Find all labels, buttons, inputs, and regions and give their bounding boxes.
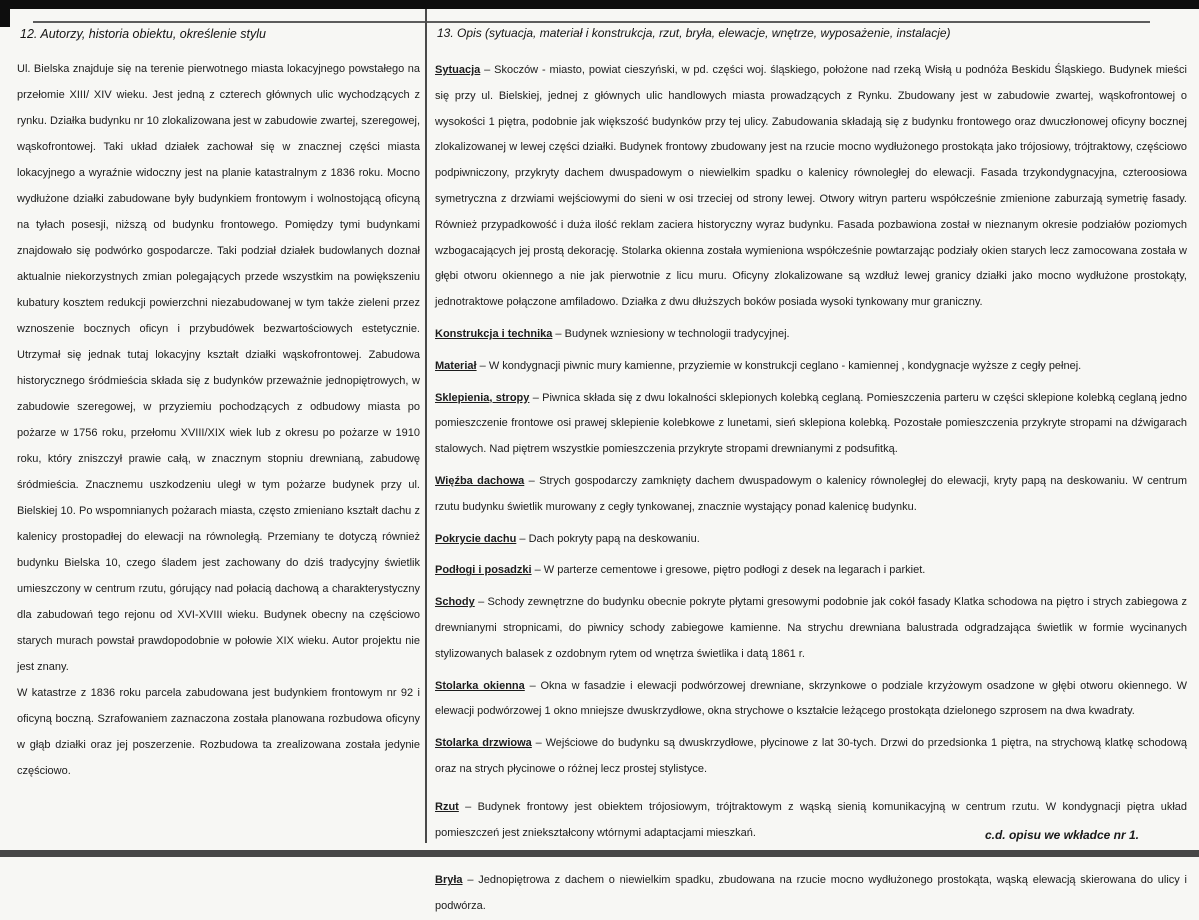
description-section xyxy=(435,558,1187,584)
section-dash: – xyxy=(458,800,478,813)
section-12-header: 12. Autorzy, historia obiektu, określenie stylu xyxy=(20,27,266,41)
section-text: Budynek frontowy jest obiektem trójosiowym, trójtraktowym z wąską sienią komunikacyjną w centrum rzutu. W kondygnacji piętra układ pomieszczeń jest zniekształcony wtórnymi adaptacjami mieszkań. xyxy=(435,800,1187,839)
continuation-note: c.d. opisu we wkładce nr 1. xyxy=(984,828,1139,842)
history-paragraph: W katastrze z 1836 roku parcela zabudowana jest budynkiem frontowym nr 92 i oficyną boczną. Szrafowaniem zaznaczona została planowana rozbudowa oficyny w głąb działki oraz jej poszerzenie. Rozbudowa ta zrealizowana została jedynie częściowo. xyxy=(17,687,420,777)
section-text: Piwnica składa się z dwu lokalności sklepionych kolebką ceglaną. Pomieszczenia parteru w części sklepione kolebką ceglaną jedno pomieszczenie frontowe osi prawej sklepienie kolebkowe z lunetami, sień sklepiona kolebką. Pozostałe pomieszczenia przykryte stropami na dźwigarach stalowych. Nad piętrem wszystkie pomieszczenia przykryte stropami drewnianymi z podsufitką. xyxy=(435,391,1188,456)
description-section xyxy=(435,868,1187,920)
description-section xyxy=(435,590,1187,667)
section-dash: – xyxy=(480,64,495,76)
description-section xyxy=(435,58,1187,316)
section-label: Więźba dachowa xyxy=(435,474,525,487)
section-text: Okna w fasadzie i elewacji podwórzowej drewniane, skrzynkowe o podziale krzyżowym osadzone w głębi otworu okiennego. W elewacji podwórzowej 1 okno mniejsze dwuskrzydłowe, okna strychowe o kształcie leżącego prostokąta dzielonego szprosem na dwa kwadraty. xyxy=(435,679,1187,718)
section-text: Jednopiętrowa z dachem o niewielkim spadku, zbudowana na rzucie mocno wydłużonego prostokąta, wąską elewacją skierowana do ulicy i podwórza. xyxy=(435,874,1187,913)
description-section xyxy=(435,469,1187,521)
history-text xyxy=(17,56,420,784)
section-dash: – xyxy=(552,327,565,340)
section-label: Sytuacja xyxy=(435,64,481,76)
section-13-header: 13. Opis (sytuacja, materiał i konstrukcja, rzut, bryła, elewacje, wnętrze, wyposażenie, instalacje) xyxy=(437,26,951,40)
section-label: Schody xyxy=(435,596,475,609)
section-text: Wejściowe do budynku są dwuskrzydłowe, płycinowe z lat 30-tych. Drzwi do przedsionka 1 piętra, na strychową klatkę schodową oraz na strych płycinowe o różnej lecz prostej stylistyce. xyxy=(435,737,1187,775)
section-text: Budynek wzniesiony w technologii tradycyjnej. xyxy=(564,327,790,340)
description-section xyxy=(435,386,1187,463)
description-section xyxy=(435,322,1187,348)
section-text: Skoczów - miasto, powiat cieszyński, w pd. części woj. śląskiego, położone nad rzeką Wisłą u podnóża Beskidu Śląskiego. Budynek mieści się przy ul. Bielskiej, jednej z głównych ulic handlowych miasta prowadzących z Rynku. Zbudowany jest w zabudowie zwartej, wąskofrontowej o wysokości 1 piętra, podobnie jak większość budynków przy tej ulicy. Zabudowania składają się z budynku frontowego oraz dwuczłonowej oficyny bocznej zlokalizowanej w lewej części działki. Budynek frontowy zbudowany jest na rzucie mocno wydłużonego prostokąta jako trójosiowy, trójtraktowy, częściowo podpiwniczony, przykryty dachem dwuspadowym o niewielkim spadku o kalenicy równoległej do elewacji. Fasada trzykondygnacyjna, czteroosiowa symetryczna z drzwiami wejściowymi do sieni w osi trzeciej od strony lewej. Otwory witryn parteru współcześnie zmienione zaburzają symetrię fasady. Również przypadkowość i duża ilość reklam zaciera historyczny wyraz budynku. Fasada pozbawiona został w nieznanym okresie podziałów poziomych wzbogacających jej prostą dekorację. Stolarka okienna została wymieniona współcześnie powtarzając podziały okien starych lecz zamocowana została w głębi otworu okiennego a nie jak pierwotnie z licu muru. Oficyny zlokalizowane są wzdłuż lewej granicy działki jako mocno wydłużone prostokąty, jednotraktowe połączone amfiladowo. Działka z dwu dłuższych boków posiada wysoki tynkowany mur graniczny. xyxy=(435,64,1187,309)
description-section xyxy=(435,354,1187,380)
section-dash: – xyxy=(524,679,541,692)
section-label: Pokrycie dachu xyxy=(435,532,517,545)
section-dash: – xyxy=(476,359,489,372)
section-dash: – xyxy=(531,564,544,577)
section-label: Podłogi i posadzki xyxy=(435,564,532,577)
section-label: Materiał xyxy=(435,359,477,372)
description-section xyxy=(435,674,1187,726)
section-label: Stolarka okienna xyxy=(435,679,525,692)
section-dash: – xyxy=(516,532,529,545)
section-text: Schody zewnętrzne do budynku obecnie pokryte płytami gresowymi podobnie jak cokół fasady Klatka schodowa na piętro i strych zabiegowa z drewnianymi stropnicami, do piwnicy schody zabiegowe kamienne. Na strychu drewniana balustrada odgradzająca świetlik w formie wycinanych stylizowanych balasek z ozdobnym rytem od wnętrza świetlika i datą 1861 r. xyxy=(435,596,1187,660)
section-label: Konstrukcja i technika xyxy=(435,327,553,340)
section-dash: – xyxy=(529,391,543,404)
section-label: Rzut xyxy=(435,800,459,813)
section-dash: – xyxy=(474,596,488,609)
section-text: W kondygnacji piwnic mury kamienne, przyziemie w konstrukcji ceglano - kamiennej , kondygnacje wyższe z cegły pełnej. xyxy=(488,359,1082,372)
section-dash: – xyxy=(531,737,546,750)
section-label: Sklepienia, stropy xyxy=(435,391,530,404)
section-text: Strych gospodarczy zamknięty dachem dwuspadowym o kalenicy równoległej do elewacji, kryty papą na deskowaniu. W centrum rzutu budynku świetlik murowany z cegły tynkowanej, znacznie wystający ponad kalenicę budynku. xyxy=(435,474,1187,513)
section-dash: – xyxy=(462,874,479,887)
scan-edge-left-notch xyxy=(0,0,10,27)
history-paragraph: Ul. Bielska znajduje się na terenie pierwotnego miasta lokacyjnego powstałego na przełomie XIII/ XIV wieku. Jest jedną z czterech głównych ulic wychodzących z rynku. Działka budynku nr 10 zlokalizowana jest w zabudowie zwartej, szeregowej, wąskofrontowej. Taki układ działek zachował się w znacznej części miasta lokacyjnego a wyraźnie widoczny jest na planie katastralnym z 1836 roku. Mocno wydłużone działki zabudowane były budynkiem frontowym i wolnostojącą oficyną na tyłach posesji, niższą od budynku frontowego. Pomiędzy tymi budynkami znajdowało się podwórko gospodarcze. Taki podział działek budowlanych doznał aktualnie niekorzystnych zmian polegających przede wszystkim na powiększeniu kubatury kosztem redukcji powierzchni niezabudowanej w tym także zieleni przez wznoszenie bocznych oficyn i przybudówek bezwartościowych estetycznie. Utrzymał się jednak tutaj lokacyjny kształt działki wąskofrontowej. Zabudowa historycznego śródmieścia składa się z budynków przeważnie jednopiętrowych, w zabudowie szeregowej, w przyziemiu pochodzących z odbudowy miasta po pożarze w 1756 roku, przełomu XVIII/XIX wiek lub z okresu po pożarze w 1910 roku, który zniszczył prawie całą, w znacznym stopniu drewnianą, zabudowę śródmieścia. Znacznemu uszkodzeniu uległ w tym pożarze budynek przy ul. Bielskiej 10. Po wspomnianych pożarach miasta, często zmieniano kształt dachu z kalenicy prostopadłej do elewacji na równoległą. Przemiany te dotyczą również budynku Bielska 10, czego śladem jest zachowany do dziś tradycyjny świetlik umieszczony w centrum rzutu, górujący nad połacią dachową a charakterystyczny dla zabudowań tego rejonu od XVI-XVIII wieku. Budynek obecny na częściowo starych murach powstał prawdopodobnie w połowie XIX wieku. Autor projektu nie jest znany. xyxy=(17,63,420,673)
description-section xyxy=(435,731,1187,783)
section-dash: – xyxy=(524,474,540,487)
section-text: Dach pokryty papą na deskowaniu. xyxy=(528,532,700,545)
section-label: Stolarka drzwiowa xyxy=(435,737,532,750)
section-text: W parterze cementowe i gresowe, piętro podłogi z desek na legarach i parkiet. xyxy=(543,564,926,577)
section-label: Bryła xyxy=(435,874,463,887)
description-sections xyxy=(435,58,1187,920)
header-divider-line xyxy=(33,21,1150,23)
description-section xyxy=(435,527,1187,553)
column-divider-line xyxy=(425,9,427,843)
scan-edge-top xyxy=(0,0,1199,9)
